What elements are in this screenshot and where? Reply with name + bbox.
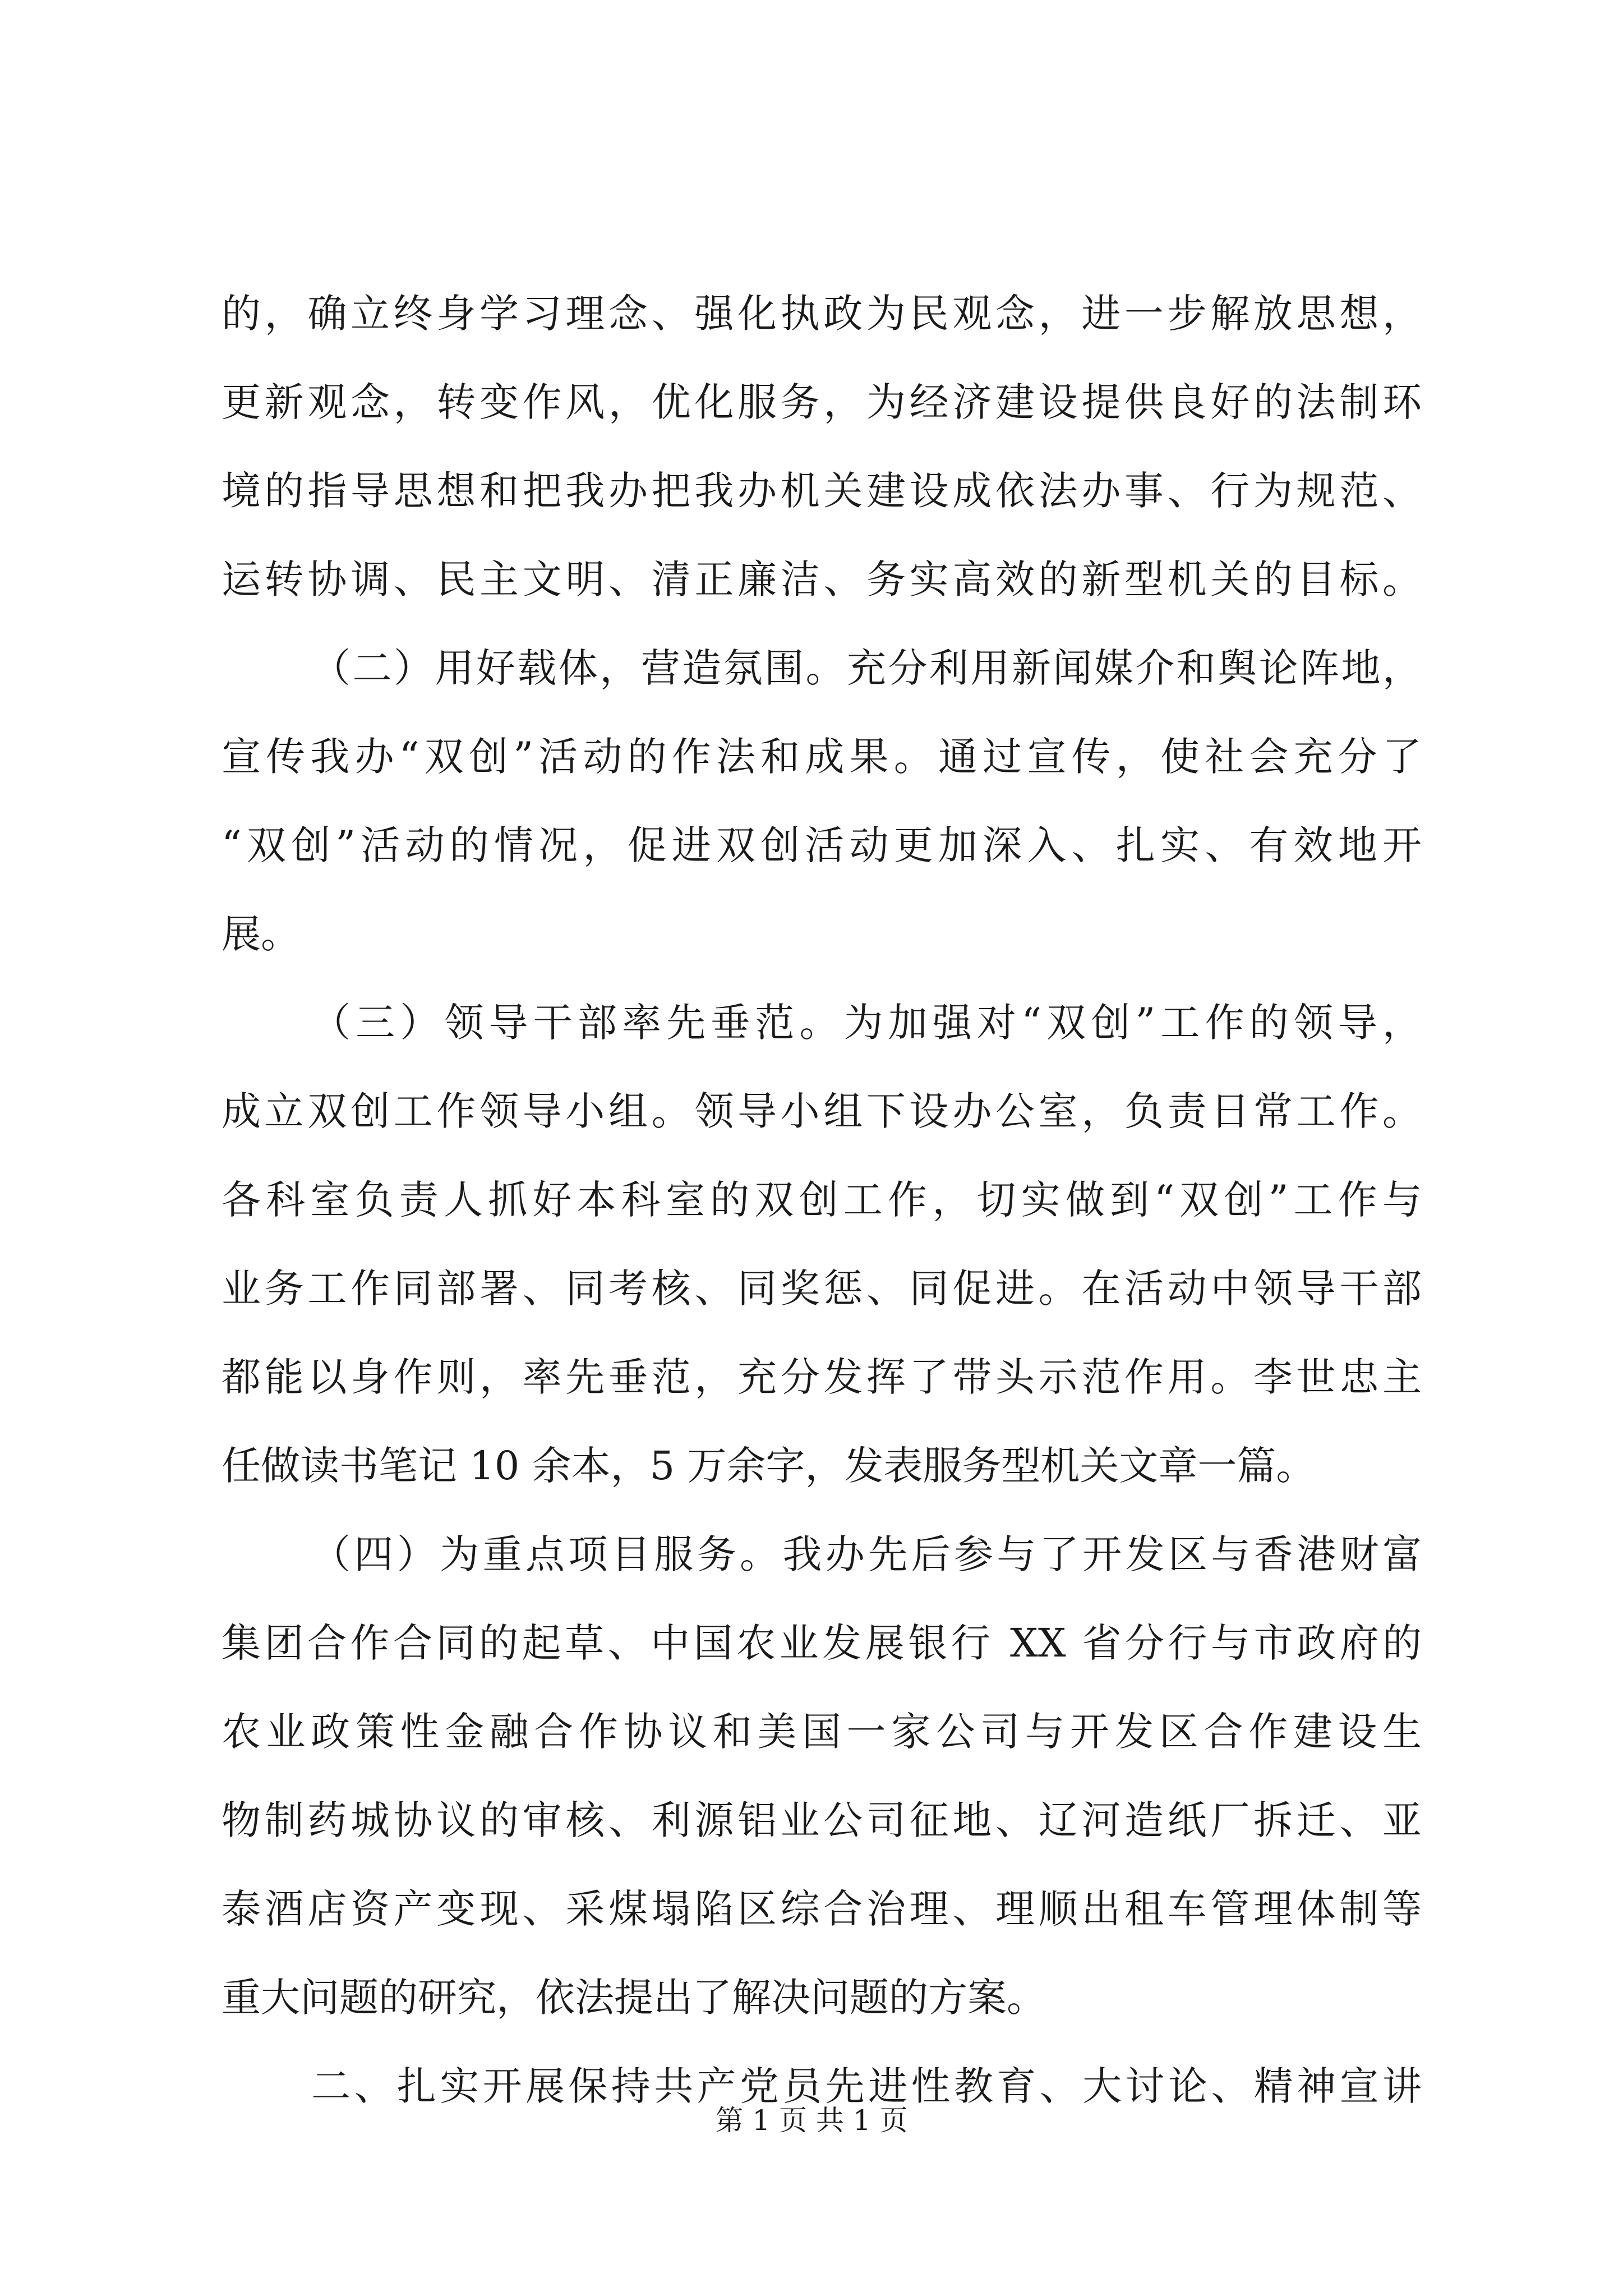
- text-line: 二、扎实开展保持共产党员先进性教育、大讨论、精神宣讲: [311, 2063, 1422, 2109]
- document-body: [222, 269, 1422, 2131]
- text-line: 境的指导思想和把我办把我办机关建设成依法办事、行为规范、: [222, 468, 1422, 514]
- text-line: 业务工作同部署、同考核、同奖惩、同促进。在活动中领导干部: [222, 1266, 1422, 1312]
- text-line: 各科室负责人抓好本科室的双创工作，切实做到“双创”工作与: [222, 1177, 1422, 1223]
- text-line: 重大问题的研究，依法提出了解决问题的方案。: [222, 1975, 1046, 2021]
- text-line: 农业政策性金融合作协议和美国一家公司与开发区合作建设生: [222, 1709, 1422, 1755]
- text-line: 宣传我办“双创”活动的作法和成果。通过宣传，使社会充分了: [222, 734, 1422, 780]
- text-line: 任做读书笔记 10 余本，5 万余字，发表服务型机关文章一篇。: [222, 1443, 1316, 1489]
- text-line: （三）领导干部率先垂范。为加强对“双创”工作的领导，: [311, 1000, 1422, 1046]
- text-line: 的，确立终身学习理念、强化执政为民观念，进一步解放思想，: [222, 291, 1422, 337]
- text-line: 物制药城协议的审核、利源铝业公司征地、辽河造纸厂拆迁、亚: [222, 1797, 1422, 1843]
- page-footer: 第 1 页 共 1 页: [715, 2104, 908, 2137]
- text-line: 运转协调、民主文明、清正廉洁、务实高效的新型机关的目标。: [222, 556, 1422, 602]
- text-line: （二）用好载体，营造氛围。充分利用新闻媒介和舆论阵地，: [311, 645, 1422, 691]
- text-line: （四）为重点项目服务。我办先后参与了开发区与香港财富: [311, 1531, 1422, 1577]
- text-line: “双创”活动的情况，促进双创活动更加深入、扎实、有效地开: [222, 822, 1422, 868]
- text-line: 集团合作合同的起草、中国农业发展银行 XX 省分行与市政府的: [222, 1620, 1422, 1666]
- text-line: 成立双创工作领导小组。领导小组下设办公室，负责日常工作。: [222, 1088, 1422, 1134]
- text-line: 展。: [222, 911, 300, 957]
- text-line: 都能以身作则，率先垂范，充分发挥了带头示范作用。李世忠主: [222, 1354, 1422, 1400]
- text-line: 泰酒店资产变现、采煤塌陷区综合治理、理顺出租车管理体制等: [222, 1886, 1422, 1932]
- text-line: 更新观念，转变作风，优化服务，为经济建设提供良好的法制环: [222, 379, 1422, 425]
